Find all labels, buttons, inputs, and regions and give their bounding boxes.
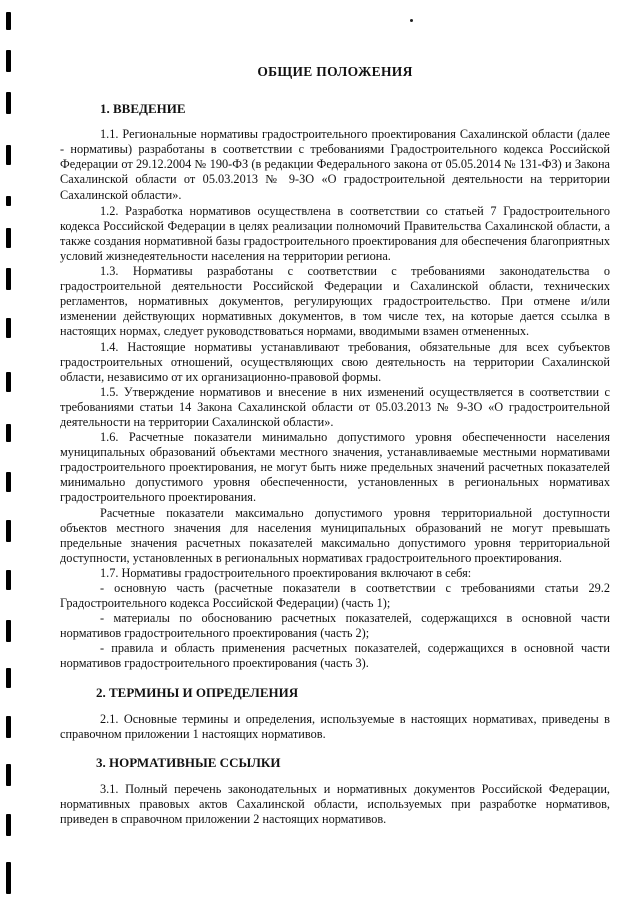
paragraph-1-3: 1.3. Нормативы разработаны с соответствии с требованиями законодательства о градостроительной деятельности Российской Федерации и Сахалинской области, технических регламентов, нормативных документов, регулирующих градостроительство. При отмене и/или изменении действующих нормативных документов, в том числе тех, на которые дается ссылка в настоящих нормах, следует руководствоваться нормами, вводимыми взамен отмененных. (60, 264, 610, 339)
document-title: ОБЩИЕ ПОЛОЖЕНИЯ (257, 64, 413, 79)
paragraph-1-6: 1.6. Расчетные показатели минимально допустимого уровня обеспеченности населения муниципальных образований объектами местного значения, устанавливаемые местными нормативами градостроительного проектирования, не могут быть ниже предельных значений расчетных показателей минимально допустимого уровня обеспеченности, установленных в региональных нормативах градостроительного проектирования. (60, 430, 610, 505)
list-item-part-1: - основную часть (расчетные показатели в соответствии с требованиями статьи 29.2 Градостроительного кодекса Российской Федерации) (часть 1); (60, 581, 610, 611)
paragraph-1-5: 1.5. Утверждение нормативов и внесение в них изменений осуществляется в соответствии с требованиями статьи 14 Закона Сахалинской области от 05.03.2013 № 9-ЗО «О градостроительной деятельности на территории Сахалинской области». (60, 384, 610, 429)
paragraph-1-6-continued: Расчетные показатели максимально допустимого уровня территориальной доступности объектов местного значения для населения муниципальных образований не могут превышать предельные значения расчетных показателей максимально допустимого уровня территориальной доступности, установленных в региональных нормативах градостроительного проектирования. (60, 505, 610, 565)
paragraph-1-1: 1.1. Региональные нормативы градостроительного проектирования Сахалинской области (далее - нормативы) разработаны в соответствии с требованиями Градостроительного кодекса Российской Федерации от 29.12.2004 № 190-ФЗ (в редакции Федерального закона от 05.05.2014 № 131-ФЗ) и Закона Сахалинской области от 05.03.2013 № 9-ЗО «О градостроительной деятельности на территории Сахалинской области». (60, 127, 610, 202)
binder-edge-marks (6, 0, 14, 905)
section-heading-references: 3. НОРМАТИВНЫЕ ССЫЛКИ (96, 754, 281, 770)
scan-speck (410, 19, 413, 22)
list-item-part-3: - правила и область применения расчетных показателей, содержащихся в основной части нормативов градостроительного проектирования (часть 3). (60, 641, 610, 671)
paragraph-3-1: 3.1. Полный перечень законодательных и нормативных документов Российской Федерации, нормативных правовых актов Сахалинской области, используемых при разработке нормативов, приведен в справочном приложении 2 настоящих нормативов. (60, 781, 610, 827)
paragraph-2-1: 2.1. Основные термины и определения, используемые в настоящих нормативах, приведены в справочном приложении 1 настоящих нормативов. (60, 711, 610, 741)
paragraph-1-2: 1.2. Разработка нормативов осуществлена в соответствии со статьей 7 Градостроительного кодекса Российской Федерации в целях реализации полномочий Правительства Сахалинской области, а также создания нормативной базы градостроительного проектирования для обеспечения благоприятных условий жизнедеятельности населения на территории региона. (60, 203, 610, 263)
document-page (60, 64, 610, 827)
paragraph-1-7: 1.7. Нормативы градостроительного проектирования включают в себя: (100, 565, 472, 580)
list-item-part-2: - материалы по обоснованию расчетных показателей, содержащихся в основной части нормативов градостроительного проектирования (часть 2); (60, 611, 610, 641)
section-heading-terms: 2. ТЕРМИНЫ И ОПРЕДЕЛЕНИЯ (96, 684, 299, 700)
paragraph-1-4: 1.4. Настоящие нормативы устанавливают требования, обязательные для всех субъектов градостроительных отношений, осуществляющих свою деятельность на территории Сахалинской области, независимо от их организационно-правовой формы. (60, 339, 610, 384)
section-heading-introduction: 1. ВВЕДЕНИЕ (100, 101, 186, 117)
